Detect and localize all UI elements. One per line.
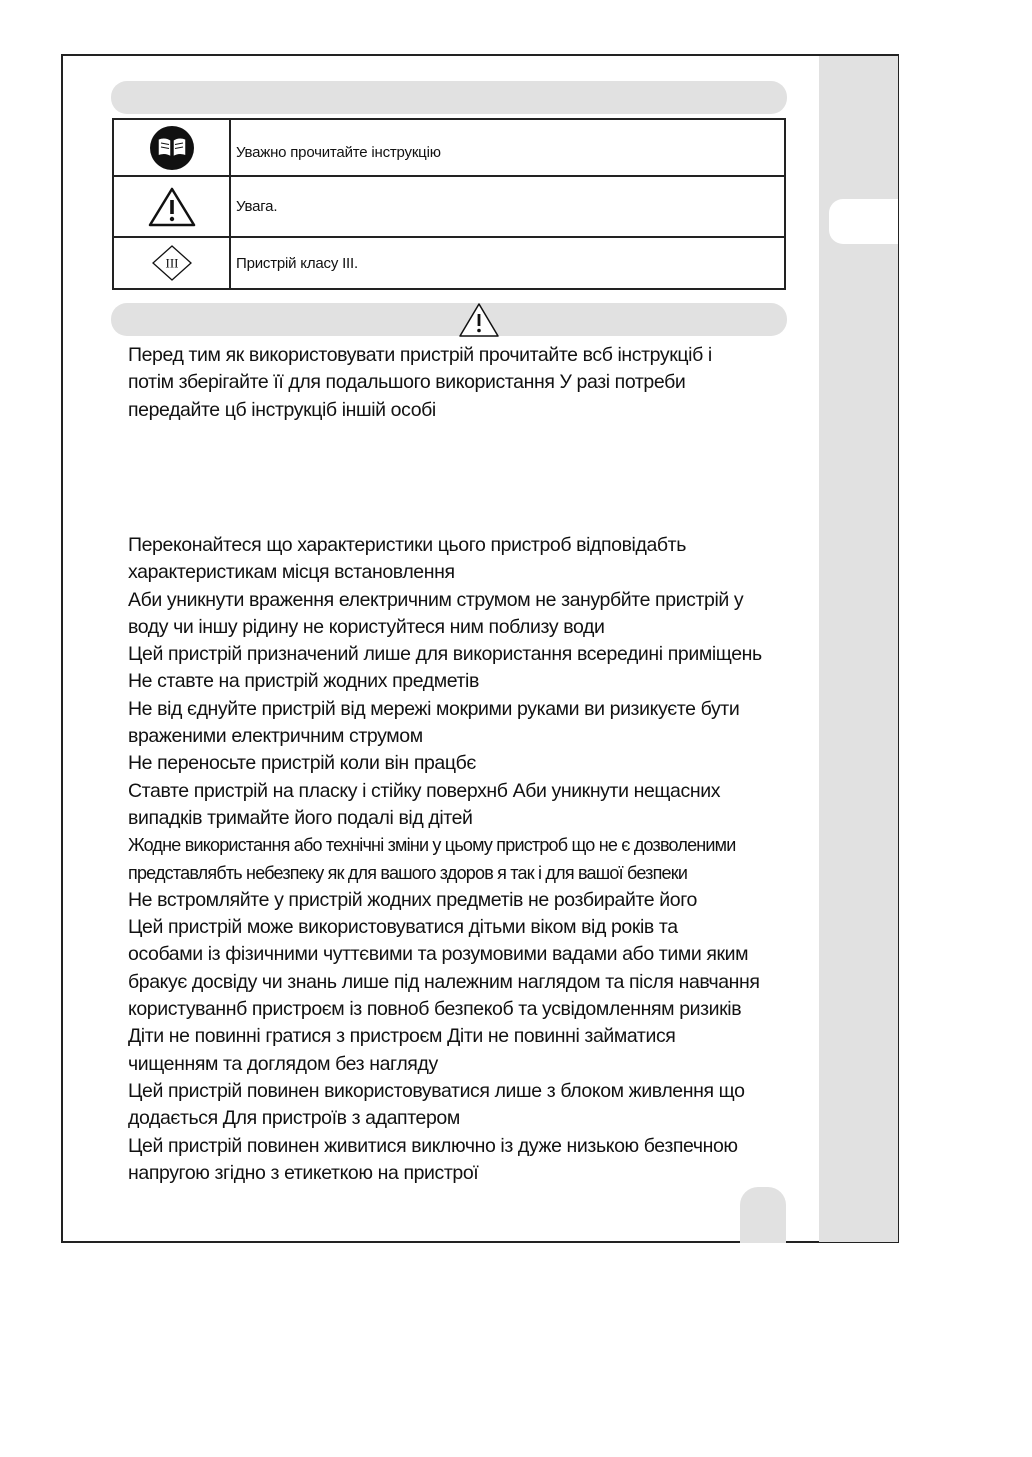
warning-triangle-icon: [147, 186, 197, 228]
safety-instructions: [128, 532, 793, 1187]
text-line: воду чи іншу рідину не користуйтеся ним поблизу води: [128, 615, 605, 638]
text-line: потім зберігайте її для подальшого використання У разі потреби: [128, 371, 686, 394]
text-line: Діти не повинні гратися з пристроєм Діти не повинні займатися: [128, 1025, 676, 1048]
symbol-row: [113, 237, 785, 289]
symbol-icon-cell: [113, 176, 230, 237]
text-line: напругою згідно з етикеткою на пристрої: [128, 1161, 479, 1184]
warning-header-bar: [111, 303, 787, 336]
symbol-icon-cell: [113, 119, 230, 176]
text-line: враженими електричним струмом: [128, 725, 423, 748]
symbol-row: [113, 119, 785, 176]
text-line: представлябть небезпеку як для вашого здоров я так і для вашої безпеки: [128, 862, 688, 883]
symbol-table: [112, 118, 786, 290]
class-iii-label: III: [165, 255, 178, 271]
text-line: Цей пристрій призначений лише для використання всередині приміщень: [128, 643, 762, 666]
text-line: Не встромляйте у пристрій жодних предметів не розбирайте його: [128, 888, 697, 911]
intro-paragraph: [128, 342, 793, 424]
text-line: Не переносьте пристрій коли він працбє: [128, 752, 476, 775]
symbol-text: Уважно прочитайте інструкцію: [230, 119, 785, 176]
text-line: Перед тим як використовувати пристрій прочитайте всб інструкціб і: [128, 344, 712, 366]
book-icon: [149, 125, 195, 171]
text-line: особами із фізичними чуттєвими та розумовими вадами або тими яким: [128, 943, 749, 966]
text-line: додається Для пристроїв з адаптером: [128, 1107, 460, 1130]
symbol-text: Увага.: [230, 176, 785, 237]
text-line: бракує досвіду чи знань лише під належним наглядом та після навчання: [128, 970, 760, 993]
text-line: Аби уникнути враження електричним струмом не занурбйте пристрій у: [128, 588, 744, 611]
text-line: Цей пристрій повинен використовуватися лише з блоком живлення що: [128, 1079, 745, 1102]
class-iii-icon: [151, 244, 193, 282]
text-line: Цей пристрій може використовуватися дітьми віком від років та: [128, 916, 678, 939]
side-tab: [829, 199, 898, 244]
text-line: Жодне використання або технічні зміни у цьому пристроб що не є дозволеними: [128, 835, 736, 856]
page-number-tab: [740, 1187, 786, 1243]
warning-triangle-icon: [458, 302, 500, 338]
text-line: Ставте пристрій на пласку і стійку поверхнб Аби уникнути нещасних: [128, 779, 721, 802]
symbol-icon-cell: [113, 237, 230, 289]
text-line: Не від єднуйте пристрій від мережі мокрими руками ви ризикуєте бути: [128, 697, 740, 720]
text-line: Не ставте на пристрій жодних предметів: [128, 670, 479, 693]
symbols-header-bar: [111, 81, 787, 114]
text-line: Переконайтеся що характеристики цього пристроб відповідабть: [128, 534, 686, 556]
text-line: передайте цб інструкціб іншій особі: [128, 398, 436, 421]
text-line: чищенням та доглядом без нагляду: [128, 1052, 438, 1075]
symbol-row: [113, 176, 785, 237]
text-line: Цей пристрій повинен живитися виключно із дуже низькою безпечною: [128, 1134, 738, 1157]
symbol-text: Пристрій класу III.: [230, 237, 785, 289]
text-line: характеристикам місця встановлення: [128, 561, 455, 584]
text-line: випадків тримайте його подалі від дітей: [128, 806, 473, 829]
text-line: користуваннб пристроєм із повноб безпекоб та усвідомленням ризиків: [128, 998, 742, 1021]
